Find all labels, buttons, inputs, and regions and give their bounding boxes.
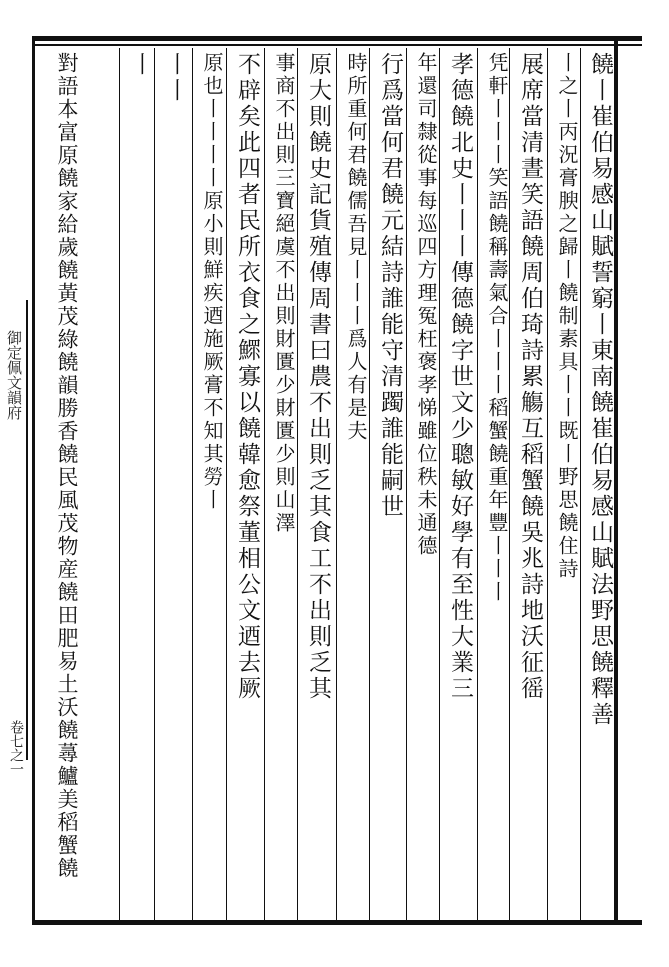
text-column-10: 事商不出則三寶絕虞不出則財匱少財匱少則山澤	[272, 52, 296, 535]
text-column-8: 時所重何君饒儒吾見丨丨丨爲人有是夫	[344, 52, 368, 443]
column-rule	[547, 48, 548, 920]
text-column-15-dui-yu: 對語本富原饒家給歲饒黃茂綠饒韻勝香饒民風茂物産饒田肥易土沃饒蕁鱸美稻蟹饒	[55, 52, 79, 880]
text-column-1: 饒丨崔伯易感山賦誓窮丨東南饒崔伯易感山賦法野思饒釋善	[587, 52, 613, 728]
text-column-2: 丨之丨丙況膏腴之歸丨饒制素具丨丨既丨野思饒住詩	[555, 52, 579, 581]
column-rule	[477, 48, 478, 920]
column-rule	[336, 48, 337, 920]
column-rule	[226, 48, 227, 920]
spine-volume-mark: 卷七之一	[8, 720, 24, 776]
text-column-7: 行爲當何君饒元結詩誰能守清躅誰能嗣世	[377, 52, 403, 520]
column-rule	[406, 48, 407, 920]
column-rule	[192, 48, 193, 920]
column-rule	[119, 48, 120, 920]
text-column-5: 孝德饒北史丨丨丨傳德饒字世文少聰敏好學有至性大業三	[447, 52, 473, 702]
column-rule	[154, 48, 155, 920]
left-border	[32, 36, 35, 925]
text-column-9: 原大則饒史記貨殖傳周書曰農不出則乏其食工不出則乏其	[305, 52, 331, 702]
text-column-13: 丨丨	[162, 52, 188, 104]
text-column-3: 展席當清晝笑語饒周伯琦詩累觴互稻蟹饒吳兆詩地沃征徭	[517, 52, 543, 702]
text-column-12: 原也丨丨丨丨原小則鮮疾迺施厥膏不知其勞丨	[200, 52, 224, 512]
text-column-11: 不辟矣此四者民所衣食之鰥寡以饒韓愈祭董相公文迺去厥	[234, 52, 260, 702]
top-border-inner	[32, 44, 642, 46]
text-column-4: 凭軒丨丨丨笑語饒稱壽氣合丨丨丨稻蟹饒重年豐丨丨丨	[485, 52, 509, 604]
bottom-border	[32, 920, 642, 925]
column-rule	[264, 48, 265, 920]
text-column-6: 年還司隸從事每巡四方理冤枉褒孝悌雖位秩未通德	[414, 52, 438, 558]
top-border	[32, 36, 642, 41]
text-column-14: 丨	[127, 52, 153, 78]
spine-title: 御定佩文韻府	[5, 330, 23, 420]
